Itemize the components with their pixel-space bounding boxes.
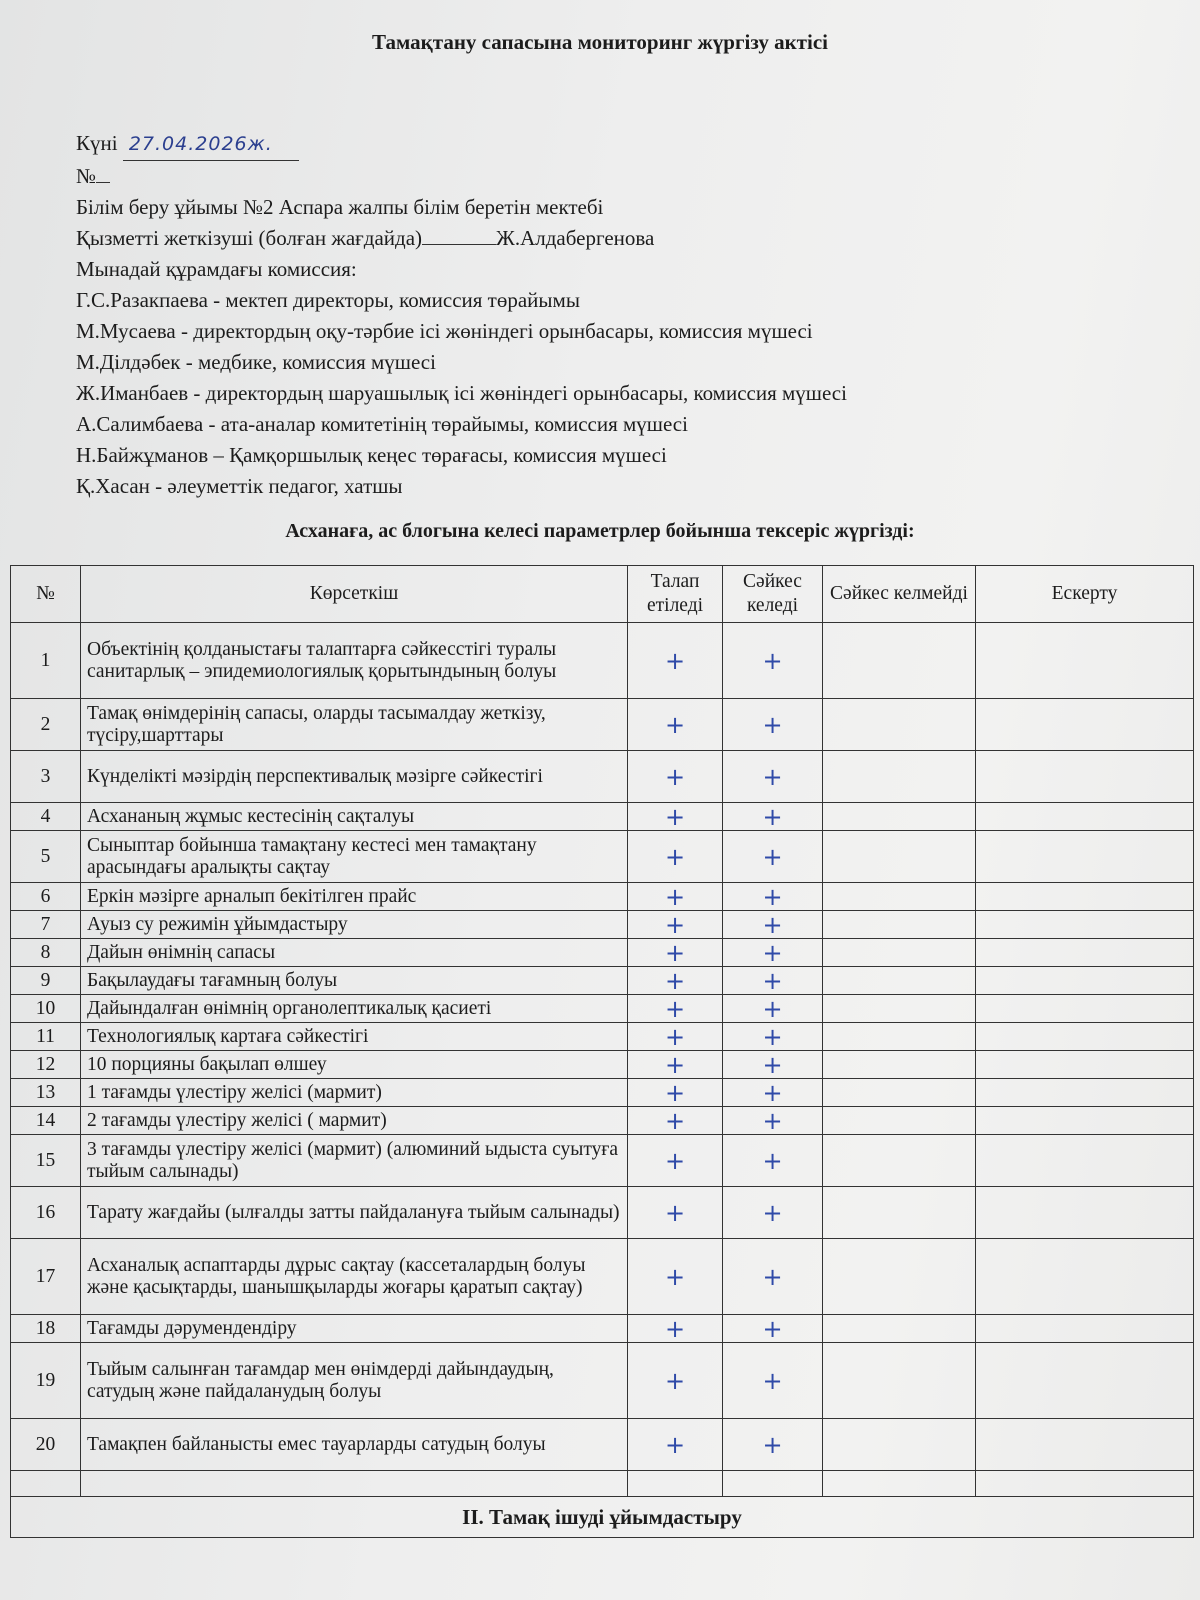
table-row [11,1315,1194,1343]
row-required: + [628,1187,723,1239]
row-number: 10 [11,995,81,1023]
row-note [976,1187,1194,1239]
row-required: + [628,1315,723,1343]
date-line [76,128,847,161]
blank-cell [628,1471,723,1497]
row-note [976,1135,1194,1187]
row-note [976,967,1194,995]
table-row [11,883,1194,911]
blank-cell [823,1471,976,1497]
row-note [976,939,1194,967]
row-note [976,831,1194,883]
table-row [11,1107,1194,1135]
row-number: 18 [11,1315,81,1343]
row-note [976,995,1194,1023]
table-row [11,967,1194,995]
row-required: + [628,1023,723,1051]
section-two-row [11,1497,1194,1538]
row-complies: + [723,939,823,967]
row-note [976,883,1194,911]
table-body [11,623,1194,1538]
row-number: 20 [11,1419,81,1471]
row-indicator: Ауыз су режимін ұйымдастыру [81,911,628,939]
number-label: № [76,164,97,188]
row-indicator: Тамақ өнімдерінің сапасы, оларды тасымалдау жеткізу, түсіру,шарттары [81,699,628,751]
row-complies: + [723,995,823,1023]
table-row [11,803,1194,831]
row-complies: + [723,1135,823,1187]
row-complies: + [723,1023,823,1051]
row-not-complies [823,1239,976,1315]
commission-member: М.Мусаева - директордың оқу-тәрбие ісі жөніндегі орынбасары, комиссия мүшесі [76,319,813,343]
row-indicator: Еркін мәзірге арналып бекітілген прайс [81,883,628,911]
row-required: + [628,1107,723,1135]
provider-label: Қызметті жеткізуші (болған жағдайда) [76,226,423,250]
commission-member: А.Салимбаева - ата-аналар комитетінің төрайымы, комиссия мүшесі [76,412,688,436]
commission-member: М.Ділдәбек - медбике, комиссия мүшесі [76,350,436,374]
commission-label: Мынадай құрамдағы комиссия: [76,257,357,281]
row-indicator: Дайын өнімнің сапасы [81,939,628,967]
row-complies: + [723,623,823,699]
table-row [11,1051,1194,1079]
table-row [11,939,1194,967]
row-complies: + [723,751,823,803]
row-indicator: Тамақпен байланысты емес тауарларды сатудың болуы [81,1419,628,1471]
row-not-complies [823,1051,976,1079]
row-not-complies [823,967,976,995]
row-not-complies [823,1107,976,1135]
row-indicator: Объектінің қолданыстағы талаптарға сәйкесстігі туралы санитарлық – эпидемиологиялық қорытындының болуы [81,623,628,699]
row-indicator: 2 тағамды үлестіру желісі ( мармит) [81,1107,628,1135]
table-row [11,1187,1194,1239]
row-indicator: 3 тағамды үлестіру желісі (мармит) (алюминий ыдыста суытуға тыйым салынады) [81,1135,628,1187]
row-number: 15 [11,1135,81,1187]
row-number: 1 [11,623,81,699]
row-complies: + [723,1343,823,1419]
section-title: Асханаға, ас блогына келесі параметрлер бойынша тексеріс жүргізді: [285,520,915,542]
row-number: 9 [11,967,81,995]
commission-member: Н.Байжұманов – Қамқоршылық кеңес төрағасы, комиссия мүшесі [76,443,667,467]
row-required: + [628,699,723,751]
row-required: + [628,751,723,803]
row-not-complies [823,1079,976,1107]
row-required: + [628,623,723,699]
table-row [11,911,1194,939]
row-number: 17 [11,1239,81,1315]
table-row [11,1135,1194,1187]
column-header-not-complies: Сәйкес келмейді [823,566,976,623]
column-header-complies: Сәйкес келеді [723,566,823,623]
row-not-complies [823,1315,976,1343]
row-complies: + [723,803,823,831]
row-not-complies [823,883,976,911]
row-complies: + [723,911,823,939]
row-indicator: Технологиялық картаға сәйкестігі [81,1023,628,1051]
row-not-complies [823,911,976,939]
row-complies: + [723,967,823,995]
column-header-note: Ескерту [976,566,1194,623]
row-number: 2 [11,699,81,751]
row-indicator: Дайындалған өнімнің органолептикалық қасиеті [81,995,628,1023]
row-indicator: Күнделікті мәзірдің перспективалық мәзірге сәйкестігі [81,751,628,803]
row-number: 3 [11,751,81,803]
row-note [976,1107,1194,1135]
row-required: + [628,1079,723,1107]
row-not-complies [823,939,976,967]
table-row [11,623,1194,699]
table-header-row [11,566,1194,623]
row-complies: + [723,699,823,751]
row-indicator: Тағамды дәрумендендіру [81,1315,628,1343]
row-number: 5 [11,831,81,883]
table-row [11,995,1194,1023]
row-required: + [628,939,723,967]
row-required: + [628,995,723,1023]
row-number: 13 [11,1079,81,1107]
table-row [11,831,1194,883]
row-indicator: Асхананың жұмыс кестесінің сақталуы [81,803,628,831]
row-required: + [628,967,723,995]
row-number: 12 [11,1051,81,1079]
blank-cell [81,1471,628,1497]
provider-line [76,223,847,254]
row-number: 11 [11,1023,81,1051]
row-required: + [628,831,723,883]
row-not-complies [823,1023,976,1051]
date-label: Күні [76,131,118,155]
row-not-complies [823,1419,976,1471]
row-note [976,1079,1194,1107]
table-row [11,751,1194,803]
number-line [76,161,847,192]
row-number: 14 [11,1107,81,1135]
row-number: 8 [11,939,81,967]
row-complies: + [723,883,823,911]
row-number: 4 [11,803,81,831]
row-required: + [628,1135,723,1187]
row-required: + [628,1419,723,1471]
row-indicator: Тыйым салынған тағамдар мен өнімдерді дайындаудың, сатудың және пайдаланудың болуы [81,1343,628,1419]
row-complies: + [723,1079,823,1107]
row-not-complies [823,995,976,1023]
row-complies: + [723,1051,823,1079]
row-complies: + [723,1419,823,1471]
column-header-indicator: Көрсеткіш [81,566,628,623]
provider-blank [422,244,496,245]
row-not-complies [823,623,976,699]
row-required: + [628,1239,723,1315]
row-complies: + [723,1187,823,1239]
row-not-complies [823,751,976,803]
provider-name: Ж.Алдабергенова [496,226,655,250]
row-note [976,911,1194,939]
row-number: 16 [11,1187,81,1239]
row-complies: + [723,1107,823,1135]
row-not-complies [823,1187,976,1239]
table-row [11,1419,1194,1471]
row-note [976,1419,1194,1471]
row-note [976,699,1194,751]
row-indicator: Сыныптар бойынша тамақтану кестесі мен тамақтану арасындағы аралықты сақтау [81,831,628,883]
table-row [11,699,1194,751]
blank-cell [976,1471,1194,1497]
row-not-complies [823,699,976,751]
row-note [976,1315,1194,1343]
row-indicator: 10 порцияны бақылап өлшеу [81,1051,628,1079]
row-complies: + [723,1239,823,1315]
row-indicator: Асханалық аспаптарды дұрыс сақтау (кассеталардың болуы және қасықтарды, шанышқыларды жоғары қаратып сақтау) [81,1239,628,1315]
row-required: + [628,1343,723,1419]
commission-members [76,285,847,502]
document-title: Тамақтану сапасына мониторинг жүргізу актісі [372,30,828,54]
table-row-blank [11,1471,1194,1497]
row-number: 19 [11,1343,81,1419]
date-value: 27.04.2026ж. [123,129,299,161]
row-number: 6 [11,883,81,911]
row-indicator: Тарату жағдайы (ылғалды затты пайдалануға тыйым салынады) [81,1187,628,1239]
column-header-number: № [11,566,81,623]
row-note [976,1343,1194,1419]
section-two-title: II. Тамақ ішуді ұйымдастыру [11,1497,1194,1538]
row-indicator: 1 тағамды үлестіру желісі (мармит) [81,1079,628,1107]
table-row [11,1343,1194,1419]
blank-cell [11,1471,81,1497]
row-required: + [628,883,723,911]
row-note [976,751,1194,803]
row-required: + [628,911,723,939]
row-required: + [628,1051,723,1079]
row-note [976,1239,1194,1315]
organization-line: Білім беру ұйымы №2 Аспара жалпы білім беретін мектебі [76,195,604,219]
row-indicator: Бақылаудағы тағамның болуы [81,967,628,995]
table-row [11,1239,1194,1315]
row-note [976,1051,1194,1079]
column-header-required: Талап етіледі [628,566,723,623]
table-row [11,1023,1194,1051]
row-complies: + [723,831,823,883]
row-complies: + [723,1315,823,1343]
commission-member: Г.С.Разакпаева - мектеп директоры, комиссия төрайымы [76,288,580,312]
row-not-complies [823,831,976,883]
row-not-complies [823,1135,976,1187]
commission-member: Қ.Хасан - әлеуметтік педагог, хатшы [76,474,403,498]
blank-cell [723,1471,823,1497]
table-row [11,1079,1194,1107]
row-number: 7 [11,911,81,939]
row-required: + [628,803,723,831]
row-note [976,1023,1194,1051]
row-not-complies [823,803,976,831]
row-note [976,803,1194,831]
row-not-complies [823,1343,976,1419]
row-note [976,623,1194,699]
number-blank [96,182,110,183]
inspection-table [10,565,1194,1538]
document-header [76,128,847,502]
commission-member: Ж.Иманбаев - директордың шаруашылық ісі жөніндегі орынбасары, комиссия мүшесі [76,381,847,405]
